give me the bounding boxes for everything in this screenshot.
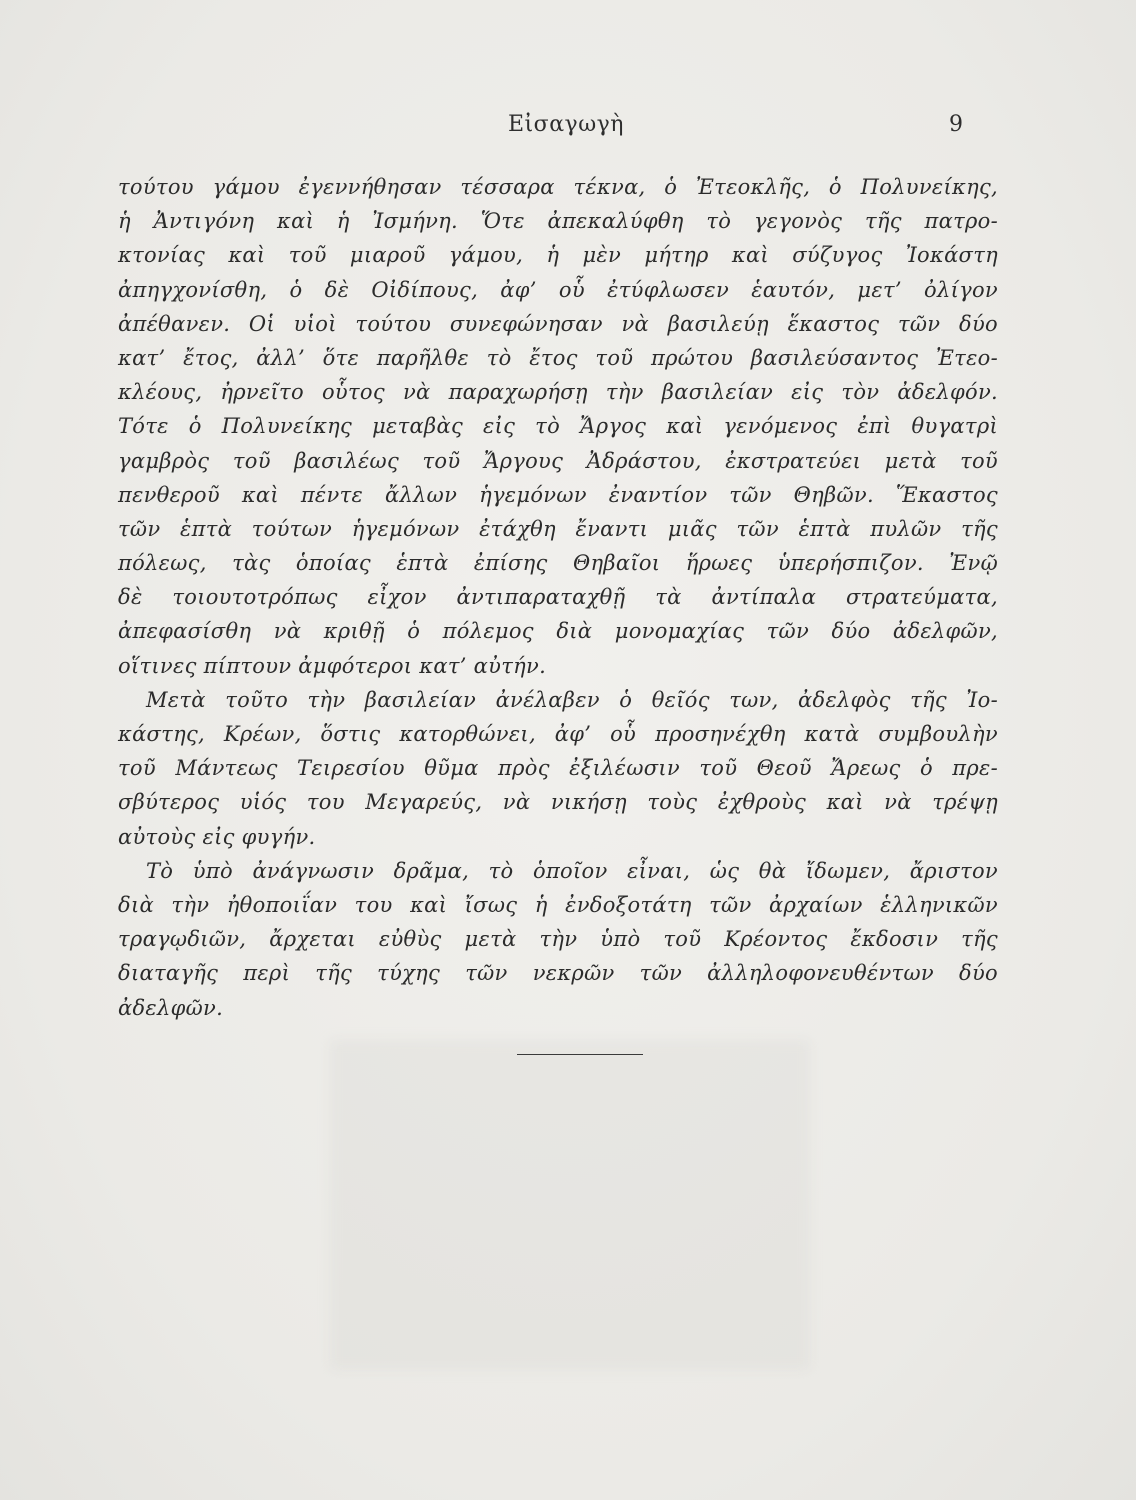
text-line: σβύτερος υἱός του Μεγαρεύς, νὰ νικήσῃ τοὺς ἐχθροὺς καὶ νὰ τρέψῃ	[118, 790, 998, 815]
text-line: πενθεροῦ καὶ πέντε ἄλλων ἡγεμόνων ἐναντίον τῶν Θηβῶν. Ἕκαστος	[118, 482, 998, 507]
section-end-rule	[517, 1054, 643, 1055]
text-line: Τὸ ὑπὸ ἀνάγνωσιν δρᾶμα, τὸ ὁποῖον εἶναι, ὡς θὰ ἴδωμεν, ἄριστον	[146, 858, 998, 883]
paper-show-through	[330, 1040, 810, 1370]
text-line: διὰ τὴν ἠθοποιΐαν του καὶ ἴσως ἡ ἐνδοξοτάτη τῶν ἀρχαίων ἑλληνικῶν	[118, 892, 998, 917]
text-line: τῶν ἑπτὰ τούτων ἡγεμόνων ἐτάχθη ἔναντι μιᾶς τῶν ἑπτὰ πυλῶν τῆς	[118, 516, 998, 541]
text-line: οἵτινες πίπτουν ἀμφότεροι κατ’ αὐτήν.	[118, 653, 547, 678]
text-line: αὐτοὺς εἰς φυγήν.	[118, 824, 316, 849]
text-line: κάστης, Κρέων, ὅστις κατορθώνει, ἀφ’ οὗ προσηνέχθη κατὰ συμβουλὴν	[118, 722, 998, 746]
text-line: τοῦ Μάντεως Τειρεσίου θῦμα πρὸς ἐξιλέωσιν τοῦ Θεοῦ Ἄρεως ὁ πρε-	[118, 756, 998, 781]
text-line: κατ’ ἔτος, ἀλλ’ ὅτε παρῆλθε τὸ ἔτος τοῦ πρώτου βασιλεύσαντος Ἐτεο-	[118, 345, 998, 370]
text-line: ἀπέθανεν. Οἱ υἱοὶ τούτου συνεφώνησαν νὰ βασιλεύῃ ἕκαστος τῶν δύο	[118, 311, 998, 336]
text-line: πόλεως, τὰς ὁποίας ἑπτὰ ἐπίσης Θηβαῖοι ἥρωες ὑπερήσπιζον. Ἐνῷ	[118, 551, 998, 576]
text-line: κτονίας καὶ τοῦ μιαροῦ γάμου, ἡ μὲν μήτηρ καὶ σύζυγος Ἰοκάστη	[118, 243, 998, 268]
text-line: διαταγῆς περὶ τῆς τύχης τῶν νεκρῶν τῶν ἀλληλοφονευθέντων δύο	[118, 961, 998, 986]
text-line: Τότε ὁ Πολυνείκης μεταβὰς εἰς τὸ Ἄργος καὶ γενόμενος ἐπὶ θυγατρὶ	[118, 414, 998, 439]
running-head	[0, 112, 1136, 146]
text-line: κλέους, ἠρνεῖτο οὗτος νὰ παραχωρήσῃ τὴν βασιλείαν εἰς τὸν ἀδελφόν.	[118, 380, 998, 405]
text-line: ἡ Ἀντιγόνη καὶ ἡ Ἰσμήνη. Ὅτε ἀπεκαλύφθη τὸ γεγονὸς τῆς πατρο-	[118, 209, 998, 234]
text-line: ἀπηγχονίσθη, ὁ δὲ Οἰδίπους, ἀφ’ οὗ ἐτύφλωσεν ἑαυτόν, μετ’ ὀλίγον	[118, 277, 998, 302]
running-head-title: Εἰσαγωγὴ	[508, 112, 624, 137]
text-line: γαμβρὸς τοῦ βασιλέως τοῦ Ἄργους Ἀδράστου, ἐκστρατεύει μετὰ τοῦ	[118, 448, 998, 473]
text-line: τραγῳδιῶν, ἄρχεται εὐθὺς μετὰ τὴν ὑπὸ τοῦ Κρέοντος ἔκδοσιν τῆς	[118, 927, 998, 952]
body-text	[118, 170, 998, 1025]
text-line: ἀπεφασίσθη νὰ κριθῇ ὁ πόλεμος διὰ μονομαχίας τῶν δύο ἀδελφῶν,	[118, 619, 998, 644]
text-line: δὲ τοιουτοτρόπως εἶχον ἀντιπαραταχθῇ τὰ ἀντίπαλα στρατεύματα,	[118, 585, 998, 610]
text-line: Μετὰ τοῦτο τὴν βασιλείαν ἀνέλαβεν ὁ θεῖός των, ἀδελφὸς τῆς Ἰο-	[146, 687, 998, 712]
text-line: ἀδελφῶν.	[118, 995, 224, 1020]
page-number: 9	[949, 112, 963, 137]
text-line: τούτου γάμου ἐγεννήθησαν τέσσαρα τέκνα, ὁ Ἐτεοκλῆς, ὁ Πολυνείκης,	[118, 175, 998, 199]
